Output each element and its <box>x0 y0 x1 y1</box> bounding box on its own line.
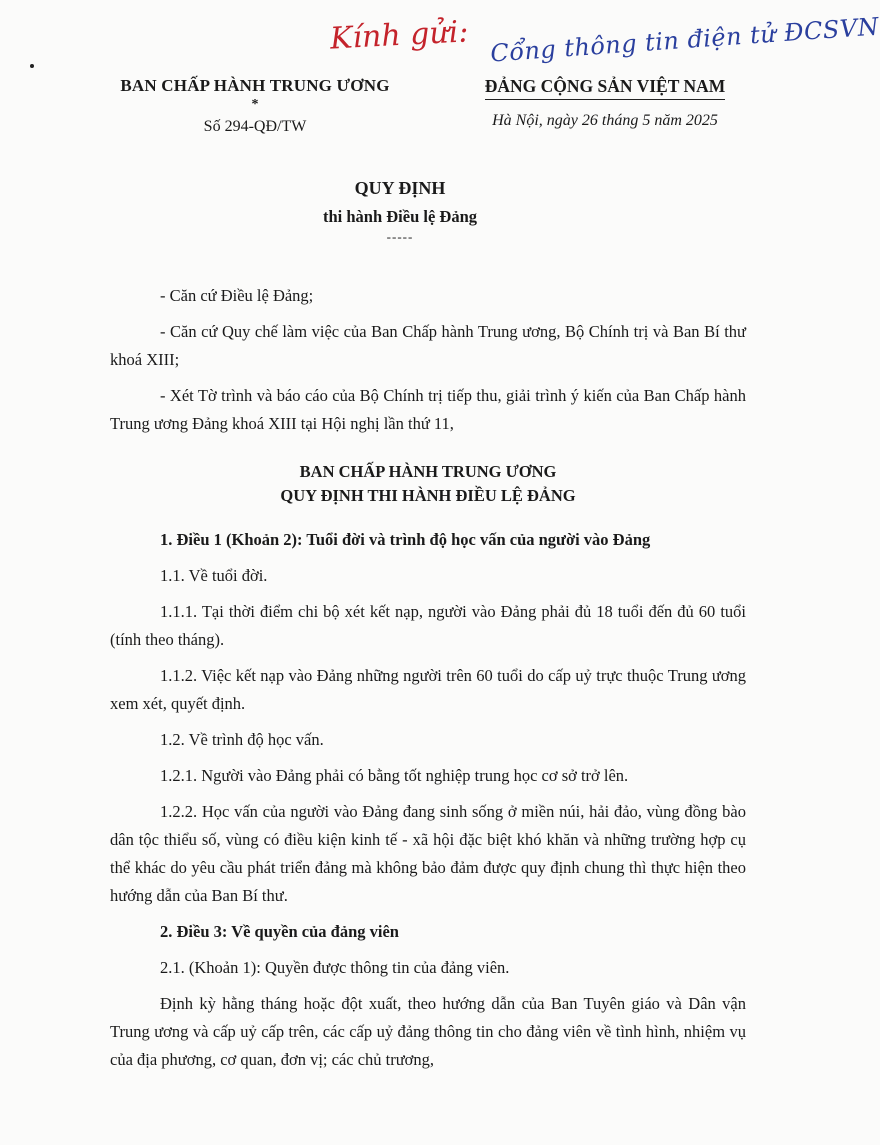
preamble-line: - Căn cứ Quy chế làm việc của Ban Chấp hành Trung ương, Bộ Chính trị và Ban Bí thư khoá XIII; <box>110 322 746 369</box>
paragraph: 1.1.2. Việc kết nạp vào Đảng những người trên 60 tuổi do cấp uỷ trực thuộc Trung ương xem xét, quyết định. <box>110 666 746 713</box>
scan-speck <box>30 64 34 68</box>
party-name: ĐẢNG CỘNG SẢN VIỆT NAM <box>485 76 726 100</box>
paragraph: 1.2.2. Học vấn của người vào Đảng đang sinh sống ở miền núi, hải đảo, vùng đồng bào dân tộc thiểu số, vùng có điều kiện kinh tế - xã hội đặc biệt khó khăn và những trường hợp cụ thể khác do yêu cầu phát triển đảng mà không bảo đảm được quy định chung thì thực hiện theo hướng dẫn của Ban Bí thư. <box>110 802 746 905</box>
handwritten-label: Kính gửi: <box>329 14 470 57</box>
title-block <box>0 178 800 245</box>
preamble-line: - Căn cứ Điều lệ Đảng; <box>160 286 314 305</box>
section-heading: 1. Điều 1 (Khoản 2): Tuổi đời và trình độ học vấn của người vào Đảng <box>160 530 651 549</box>
paragraph: Định kỳ hằng tháng hoặc đột xuất, theo hướng dẫn của Ban Tuyên giáo và Dân vận Trung ương và cấp uỷ cấp trên, các cấp uỷ đảng thông tin cho đảng viên về tình hình, nhiệm vụ của địa phương, cơ quan, đơn vị; các chủ trương, <box>110 994 746 1069</box>
preamble-line: - Xét Tờ trình và báo cáo của Bộ Chính trị tiếp thu, giải trình ý kiến của Ban Chấp hành Trung ương Đảng khoá XIII tại Hội nghị lần thứ 11, <box>110 386 746 433</box>
section-heading: 2. Điều 3: Về quyền của đảng viên <box>160 922 399 941</box>
handwritten-recipient: Cổng thông tin điện tử ĐCSVN <box>489 12 880 68</box>
issue-date: Hà Nội, ngày 26 tháng 5 năm 2025 <box>492 112 718 129</box>
handwritten-annotation <box>0 0 880 70</box>
paragraph: 2.1. (Khoản 1): Quyền được thông tin của đảng viên. <box>160 958 510 977</box>
document-title: QUY ĐỊNH <box>354 178 446 198</box>
paragraph: 1.1. Về tuổi đời. <box>160 566 268 585</box>
party-name-block <box>455 76 755 130</box>
paragraph: 1.2.1. Người vào Đảng phải có bằng tốt nghiệp trung học cơ sở trở lên. <box>160 766 629 785</box>
document-body <box>110 282 746 1082</box>
document-subtitle: thi hành Điều lệ Đảng <box>322 207 478 226</box>
document-number: Số 294-QĐ/TW <box>203 118 307 135</box>
decision-heading <box>110 460 746 508</box>
title-separator: ----- <box>386 229 414 244</box>
issuing-body: BAN CHẤP HÀNH TRUNG ƯƠNG <box>120 76 390 95</box>
issuing-body-block <box>100 76 410 136</box>
decision-heading-line2: QUY ĐỊNH THI HÀNH ĐIỀU LỆ ĐẢNG <box>280 486 576 505</box>
decision-heading-line1: BAN CHẤP HÀNH TRUNG ƯƠNG <box>299 462 557 481</box>
star-mark: * <box>251 97 259 112</box>
paragraph: 1.1.1. Tại thời điểm chi bộ xét kết nạp, người vào Đảng phải đủ 18 tuổi đến đủ 60 tuổi (tính theo tháng). <box>110 602 746 649</box>
paragraph: 1.2. Về trình độ học vấn. <box>160 730 324 749</box>
